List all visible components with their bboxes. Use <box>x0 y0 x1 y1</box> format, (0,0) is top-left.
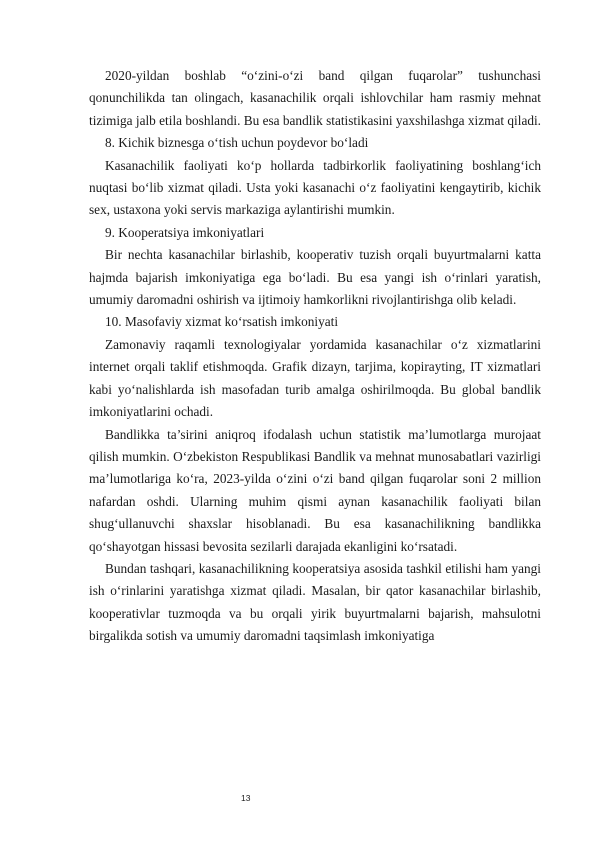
paragraph-cooperative-workplaces: Bundan tashqari, kasanachilikning kooperatsiya asosida tashkil etilishi ham yangi ish o‘rinlarini yaratishga xizmat qiladi. Masalan, bir qator kasanachilar birlashib, kooperativlar tuzmoqda va bu orqali yirik buyurtmalarni bajarish, mahsulotni birgalikda sotish va umumiy daromadni taqsimlash imkoniyatiga <box>89 560 541 644</box>
paragraph-small-business: Kasanachilik faoliyati ko‘p hollarda tadbirkorlik faoliyatining boshlang‘ich nuqtasi bo‘lib xizmat qiladi. Usta yoki kasanachi o‘z faoliyatini kengaytirib, kichik sex, ustaxona yoki servis markaziga aylantirishi mumkin. <box>89 157 541 218</box>
paragraph-2020-quotas: 2020-yildan boshlab “o‘zini-o‘zi band qilgan fuqarolar” tushunchasi qonunchilikda tan olingach, kasanachilik orqali ishlovchilar ham rasmiy mehnat tizimiga jalb etila boshlandi. Bu esa bandlik statistikasini yaxshilashga xizmat qiladi. <box>89 68 542 128</box>
heading-9-cooperation: 9. Kooperatsiya imkoniyatlari <box>105 224 265 240</box>
heading-10-remote-service: 10. Masofaviy xizmat ko‘rsatish imkoniyati <box>105 314 339 330</box>
document-page <box>89 65 541 648</box>
page-number: 13 <box>241 793 251 803</box>
paragraph-statistics: Bandlikka ta’sirini aniqroq ifodalash uchun statistik ma’lumotlarga murojaat qilish mumkin. O‘zbekiston Respublikasi Bandlik va mehnat munosabatlari vazirligi ma’lumotlariga ko‘ra, 2023-yilda o‘zini o‘zi band qilgan fuqarolar soni 2 million nafardan oshdi. Ularning muhim qismi aynan kasanachilik faoliyati bilan shug‘ullanuvchi shaxslar hisoblanadi. Bu esa kasanachilikning bandlikka qo‘shayotgan hissasi bevosita sezilarli darajada ekanligini ko‘rsatadi. <box>89 426 541 554</box>
paragraph-remote-service: Zamonaviy raqamli texnologiyalar yordamida kasanachilar o‘z xizmatlarini internet orqali taklif etishmoqda. Grafik dizayn, tarjima, kopirayting, IT xizmatlari kabi yo‘nalishlarda ish masofadan turib amalga oshirilmoqda. Bu global bandlik imkoniyatlarini ochadi. <box>89 336 541 420</box>
heading-8-small-business: 8. Kichik biznesga o‘tish uchun poydevor bo‘ladi <box>105 135 369 151</box>
paragraph-cooperation: Bir nechta kasanachilar birlashib, kooperativ tuzish orqali buyurtmalarni katta hajmda bajarish imkoniyatiga ega bo‘ladi. Bu esa yangi ish o‘rinlari yaratish, umumiy daromadni oshirish va ijtimoiy hamkorlikni rivojlantirishga olib keladi. <box>89 247 541 308</box>
